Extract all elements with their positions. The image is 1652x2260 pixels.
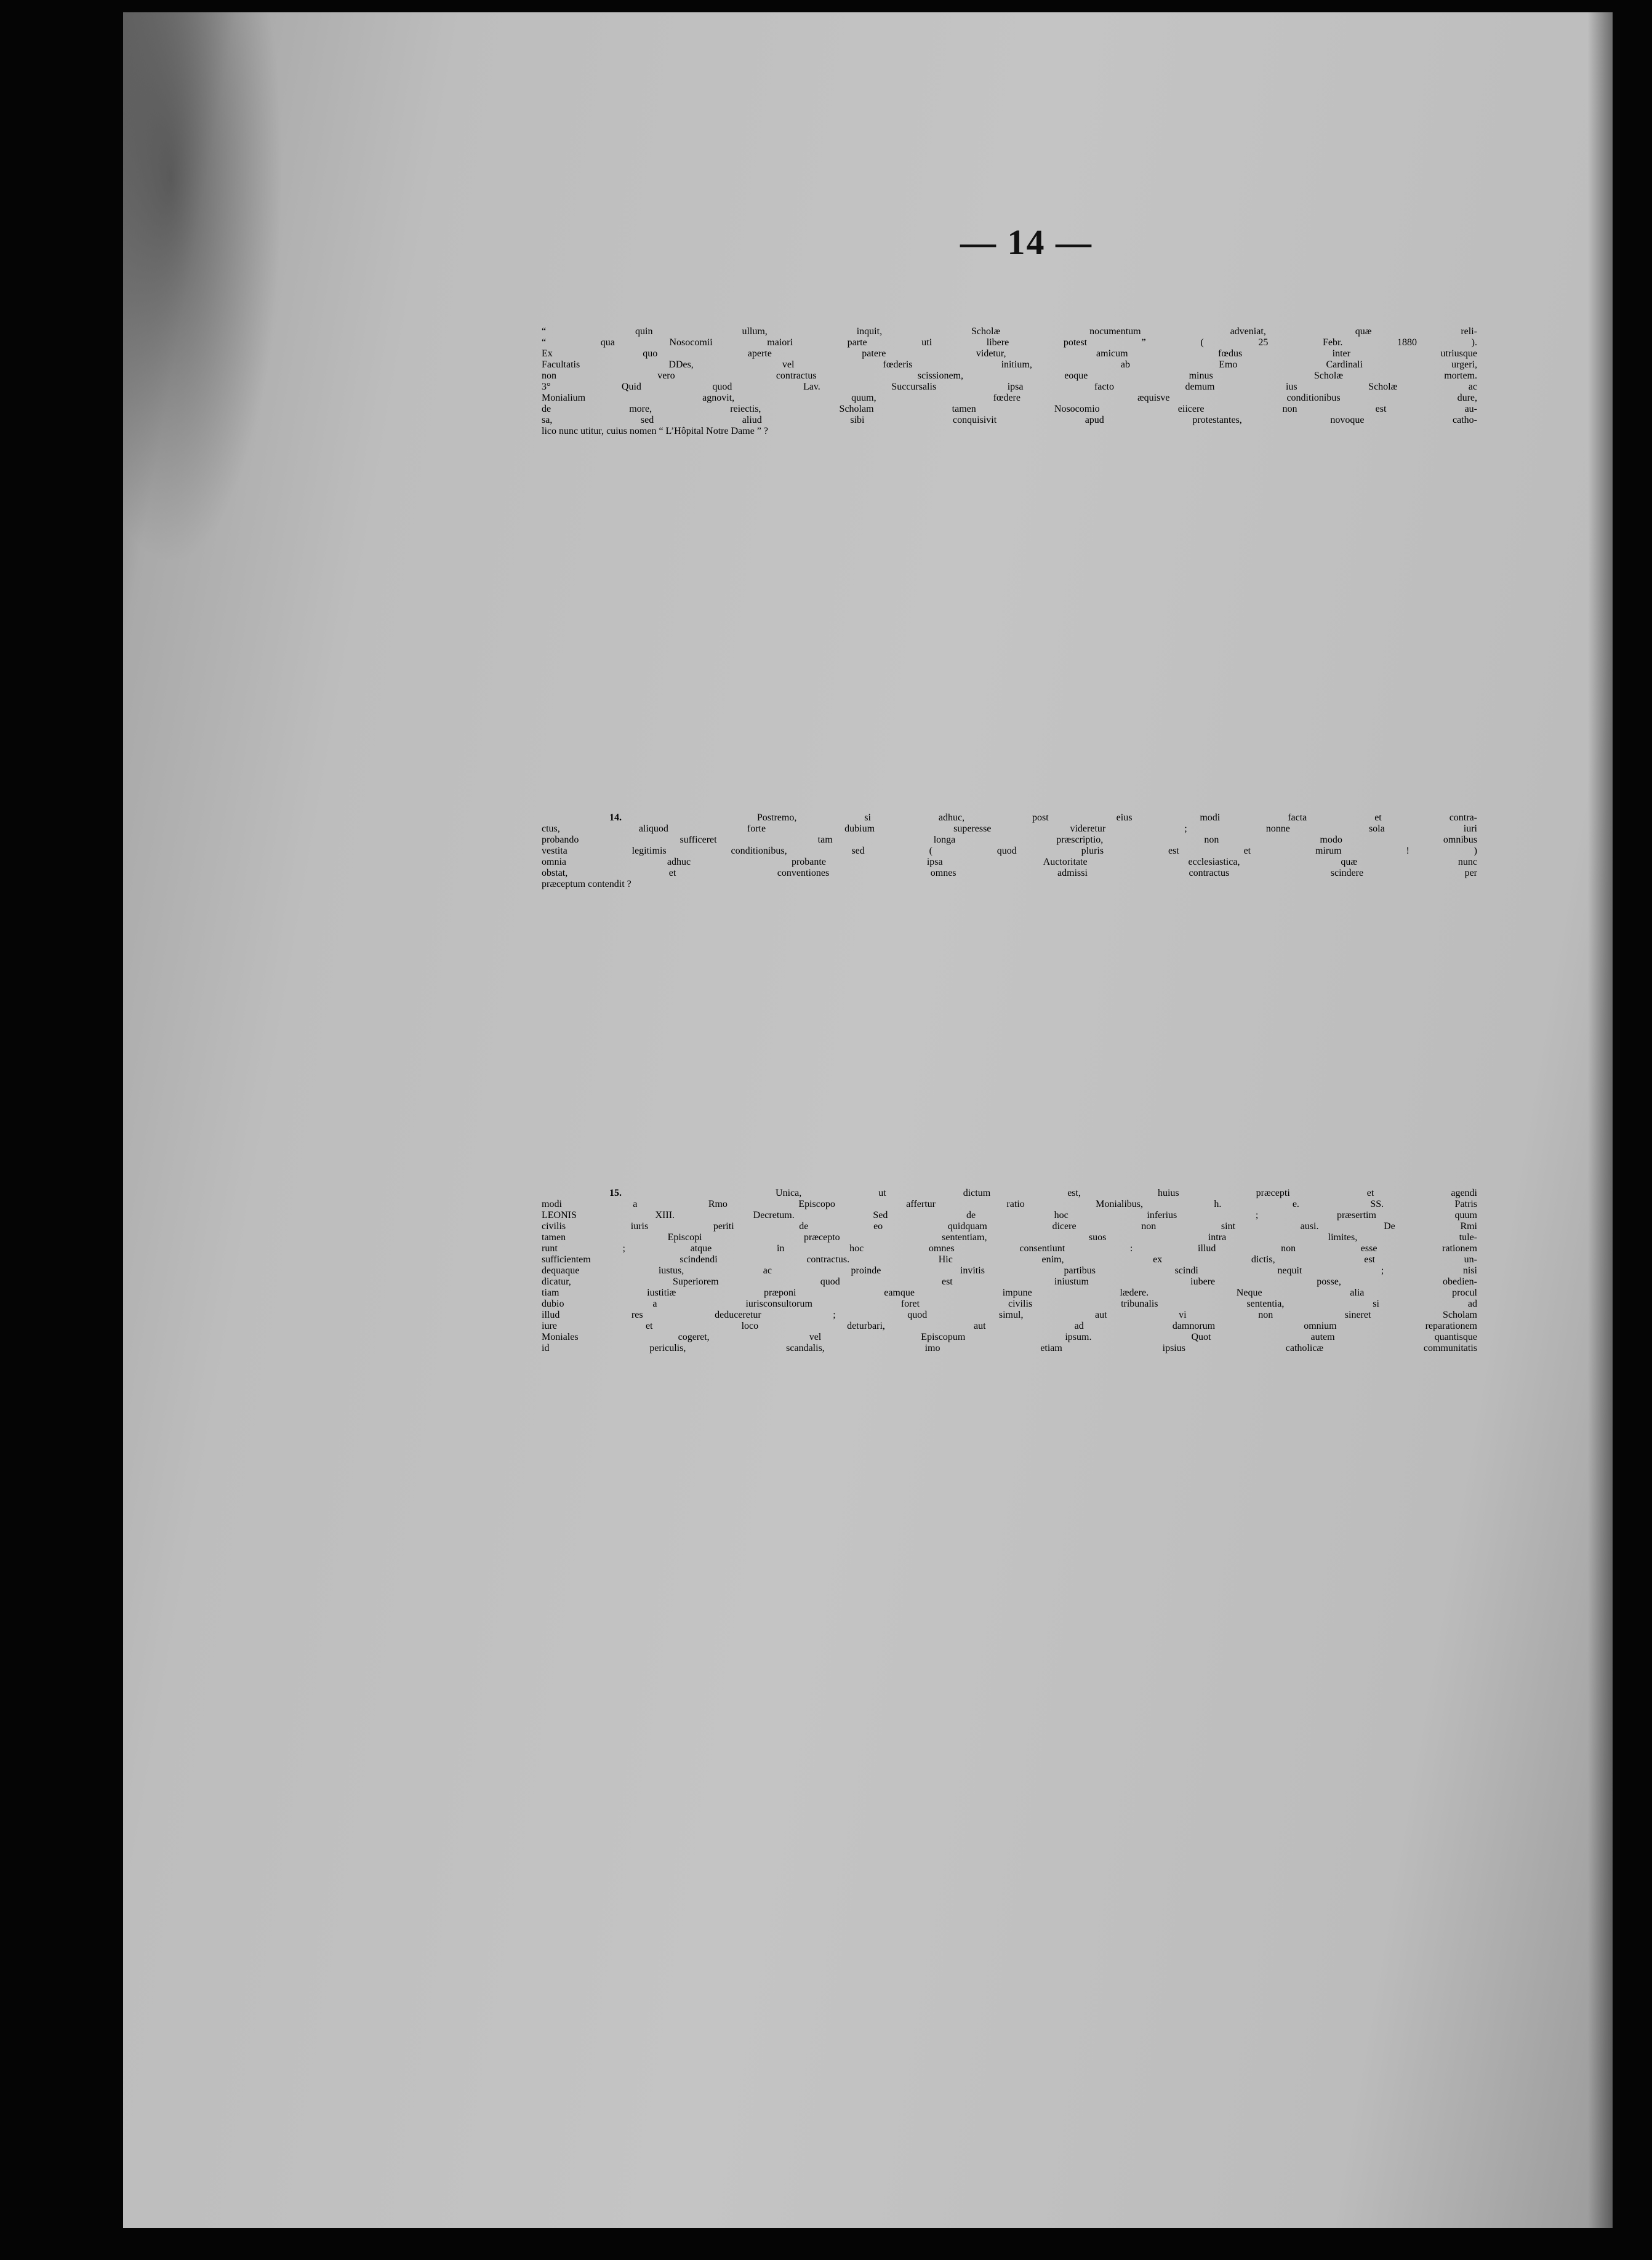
text-line: tamen Episcopi præcepto sententiam, suos intra limites, tule- [542, 1232, 1477, 1243]
text-line: de more, reiectis, Scholam tamen Nosocomio eiicere non est au- [542, 404, 1477, 414]
text-line: runt ; atque in hoc omnes consentiunt : illud non esse rationem [542, 1243, 1477, 1254]
text-line: Ex quo aperte patere videtur, amicum fœdus inter utriusque [542, 348, 1477, 359]
text-line: Unica, ut dictum est, huius præcepti et agendi [776, 1188, 1478, 1198]
paragraph-14 [542, 812, 1477, 890]
paragraph-continuation [542, 326, 1477, 437]
page-stain [123, 12, 283, 566]
text-line: iure et loco deturbari, aut ad damnorum omnium reparationem [542, 1321, 1477, 1331]
text-line: dicatur, Superiorem quod est iniustum iubere posse, obedien- [542, 1276, 1477, 1287]
text-line: modi a Rmo Episcopo affertur ratio Monialibus, h. e. SS. Patris [542, 1199, 1477, 1209]
page-number: — 14 — [960, 222, 1093, 262]
text-line: “ quin ullum, inquit, Scholæ nocumentum adveniat, quæ reli- [542, 326, 1477, 337]
text-line: vestita legitimis conditionibus, sed ( quod pluris est et mirum ! ) [542, 846, 1477, 856]
text-line: illud res deduceretur ; quod simul, aut vi non sineret Scholam [542, 1310, 1477, 1320]
text-line: probando sufficeret tam longa præscriptio, non modo omnibus [542, 835, 1477, 845]
text-line: lico nunc utitur, cuius nomen “ L’Hôpital Notre Dame ” ? [542, 426, 768, 436]
text-line: LEONIS XIII. Decretum. Sed de hoc inferius ; præsertim quum [542, 1210, 1477, 1220]
paragraph-number: 14. [609, 812, 622, 823]
text-line: sufficientem scindendi contractus. Hic enim, ex dictis, est un- [542, 1254, 1477, 1265]
text-line: 3° Quid quod Lav. Succursalis ipsa facto demum ius Scholæ ac [542, 382, 1477, 392]
text-line: omnia adhuc probante ipsa Auctoritate ecclesiastica, quæ nunc [542, 857, 1477, 867]
text-line: Moniales cogeret, vel Episcopum ipsum. Quot autem quantisque [542, 1332, 1477, 1342]
text-line: obstat, et conventiones omnes admissi contractus scindere per [542, 868, 1477, 878]
text-line: non vero contractus scissionem, eoque minus Scholæ mortem. [542, 371, 1477, 381]
text-line: Monialium agnovit, quum, fœdere æquisve conditionibus dure, [542, 393, 1477, 403]
text-line: civilis iuris periti de eo quidquam dicere non sint ausi. De Rmi [542, 1221, 1477, 1232]
page-edge [1588, 12, 1613, 2228]
text-line: ctus, aliquod forte dubium superesse videretur ; nonne sola iuri [542, 823, 1477, 834]
text-line: præceptum contendit ? [542, 879, 632, 889]
text-line: Facultatis DDes, vel fœderis initium, ab Emo Cardinali urgeri, [542, 359, 1477, 370]
paragraph-number: 15. [609, 1188, 622, 1198]
text-line: “ qua Nosocomii maiori parte uti libere potest ” ( 25 Febr. 1880 ). [542, 337, 1477, 348]
text-line: tiam iustitiæ præponi eamque impune lædere. Neque alia procul [542, 1288, 1477, 1298]
text-line: id periculis, scandalis, imo etiam ipsius catholicæ communitatis [542, 1343, 1477, 1353]
paragraph-15 [542, 1188, 1477, 1354]
text-line: dequaque iustus, ac proinde invitis partibus scindi nequit ; nisi [542, 1265, 1477, 1276]
text-line: dubio a iurisconsultorum foret civilis tribunalis sententia, si ad [542, 1299, 1477, 1309]
text-line: Postremo, si adhuc, post eius modi facta et contra- [756, 812, 1478, 823]
text-line: sa, sed aliud sibi conquisivit apud protestantes, novoque catho- [542, 415, 1477, 425]
